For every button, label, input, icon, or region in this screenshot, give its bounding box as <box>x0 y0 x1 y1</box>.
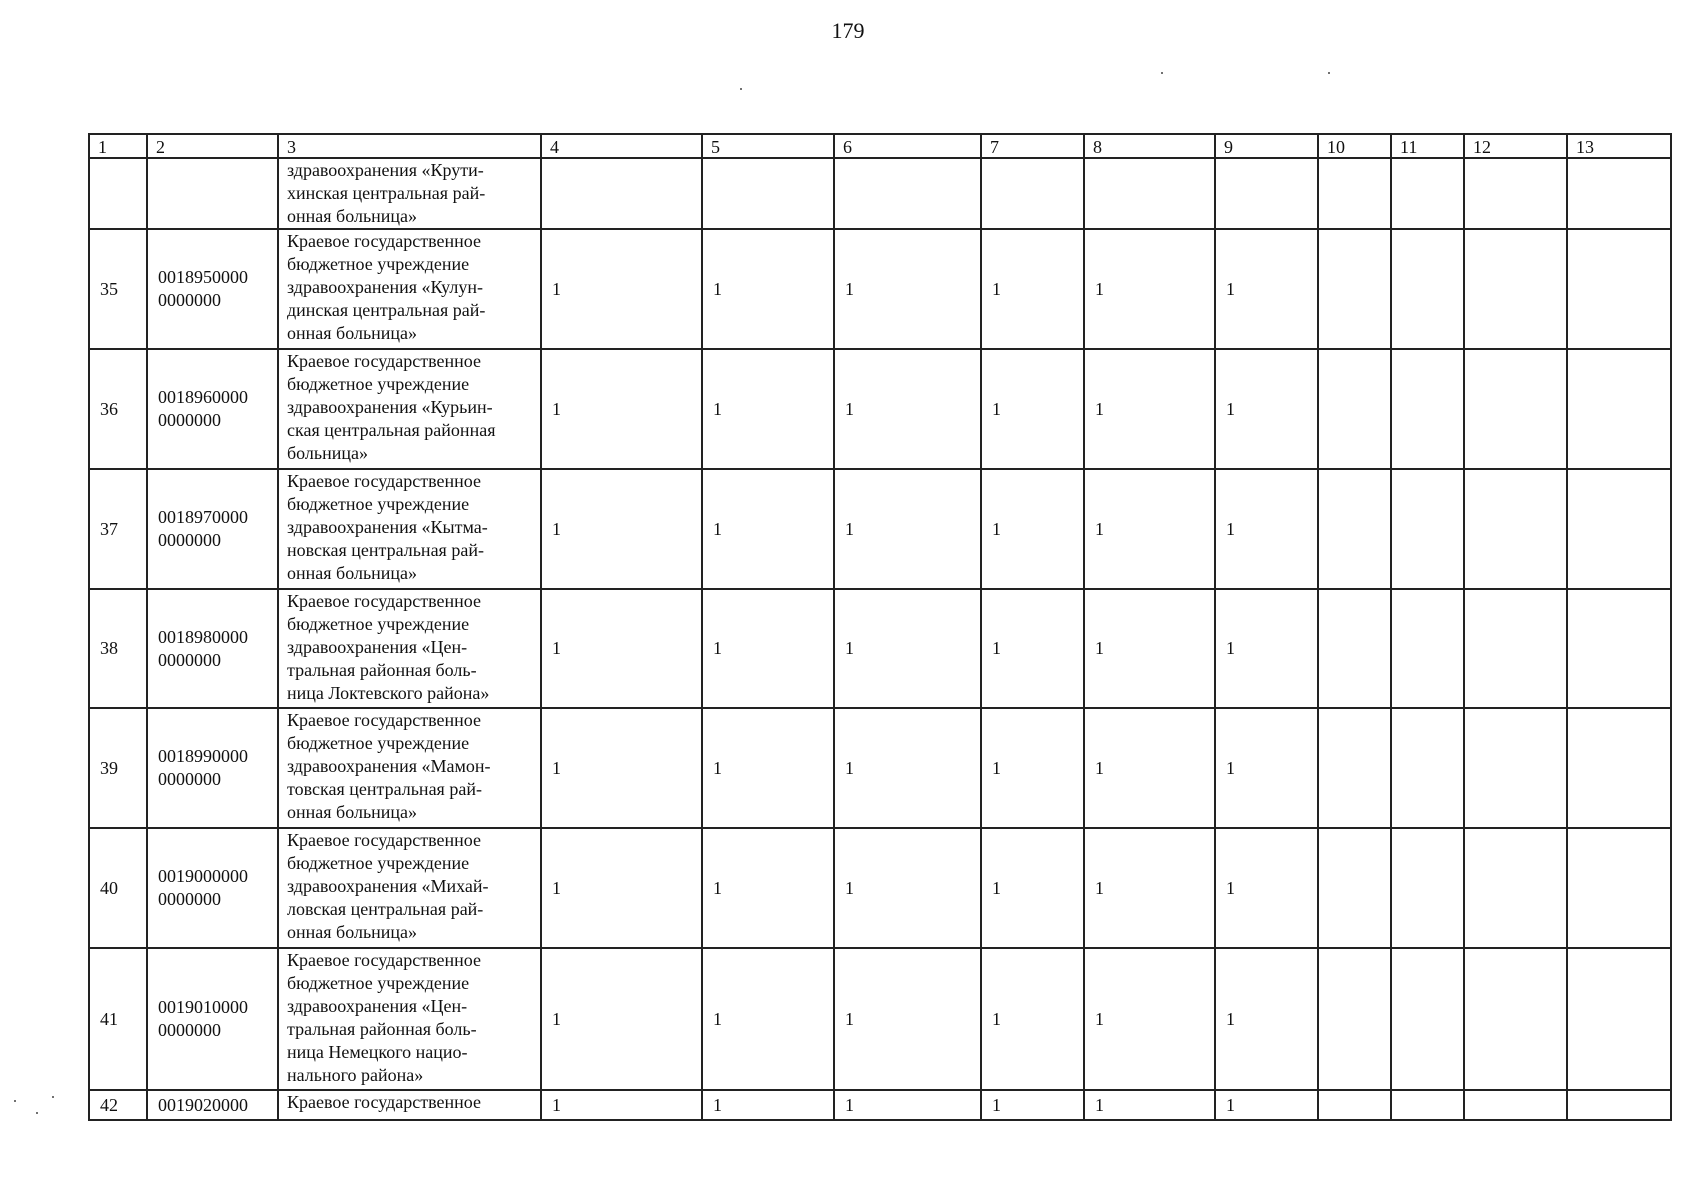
cell-col9 <box>1215 158 1318 229</box>
cell-col9: 1 <box>1215 349 1318 469</box>
cell-col8: 1 <box>1084 469 1215 589</box>
cell-col4: 1 <box>541 1090 702 1120</box>
cell-col4: 1 <box>541 229 702 349</box>
row-number: 38 <box>89 589 147 708</box>
cell-col8: 1 <box>1084 708 1215 828</box>
cell-col9: 1 <box>1215 828 1318 948</box>
row-code: 0018950000 0000000 <box>147 229 278 349</box>
cell-col5: 1 <box>702 948 834 1090</box>
cell-col8: 1 <box>1084 828 1215 948</box>
cell-col10 <box>1318 349 1391 469</box>
cell-col9: 1 <box>1215 469 1318 589</box>
cell-col8: 1 <box>1084 349 1215 469</box>
cell-col5: 1 <box>702 469 834 589</box>
cell-col7: 1 <box>981 828 1084 948</box>
table-row <box>89 948 1671 1090</box>
row-number: 35 <box>89 229 147 349</box>
cell-col11 <box>1391 349 1464 469</box>
table-row <box>89 589 1671 708</box>
cell-col10 <box>1318 708 1391 828</box>
header-cell: 2 <box>147 134 278 158</box>
row-name: Краевое государственное бюджетное учреждение здравоохранения «Цен- тральная районная боль- ница Локтевского района» <box>278 589 541 708</box>
cell-col4: 1 <box>541 948 702 1090</box>
cell-col7: 1 <box>981 708 1084 828</box>
header-cell: 10 <box>1318 134 1391 158</box>
cell-col13 <box>1567 1090 1671 1120</box>
cell-col12 <box>1464 158 1567 229</box>
cell-col5: 1 <box>702 1090 834 1120</box>
cell-col13 <box>1567 828 1671 948</box>
cell-col9: 1 <box>1215 589 1318 708</box>
cell-col11 <box>1391 229 1464 349</box>
cell-col13 <box>1567 158 1671 229</box>
row-number: 41 <box>89 948 147 1090</box>
cell-col5: 1 <box>702 708 834 828</box>
cell-col13 <box>1567 948 1671 1090</box>
cell-col11 <box>1391 158 1464 229</box>
cell-col11 <box>1391 708 1464 828</box>
cell-col5: 1 <box>702 828 834 948</box>
table-row <box>89 158 1671 229</box>
cell-col10 <box>1318 158 1391 229</box>
table-row <box>89 469 1671 589</box>
cell-col10 <box>1318 589 1391 708</box>
cell-col4 <box>541 158 702 229</box>
table-row <box>89 708 1671 828</box>
row-number: 36 <box>89 349 147 469</box>
header-cell: 13 <box>1567 134 1671 158</box>
table-row <box>89 828 1671 948</box>
cell-col11 <box>1391 589 1464 708</box>
scan-speck <box>36 1112 38 1114</box>
cell-col13 <box>1567 589 1671 708</box>
header-cell: 5 <box>702 134 834 158</box>
cell-col8: 1 <box>1084 1090 1215 1120</box>
row-name: здравоохранения «Крути- хинская центральная рай- онная больница» <box>278 158 541 229</box>
scan-speck <box>740 88 742 90</box>
row-number <box>89 158 147 229</box>
table-row <box>89 1090 1671 1120</box>
page-number: 179 <box>831 18 865 43</box>
cell-col5: 1 <box>702 589 834 708</box>
cell-col12 <box>1464 948 1567 1090</box>
row-name: Краевое государственное бюджетное учреждение здравоохранения «Кулун- динская центральная рай- онная больница» <box>278 229 541 349</box>
row-code: 0019010000 0000000 <box>147 948 278 1090</box>
cell-col5: 1 <box>702 349 834 469</box>
cell-col12 <box>1464 469 1567 589</box>
cell-col10 <box>1318 828 1391 948</box>
header-cell: 4 <box>541 134 702 158</box>
row-code: 0019000000 0000000 <box>147 828 278 948</box>
header-cell: 7 <box>981 134 1084 158</box>
header-cell: 3 <box>278 134 541 158</box>
row-name: Краевое государственное бюджетное учреждение здравоохранения «Михай- ловская центральная рай- онная больница» <box>278 828 541 948</box>
cell-col12 <box>1464 349 1567 469</box>
cell-col7: 1 <box>981 948 1084 1090</box>
row-number: 39 <box>89 708 147 828</box>
cell-col4: 1 <box>541 828 702 948</box>
cell-col9: 1 <box>1215 1090 1318 1120</box>
cell-col12 <box>1464 828 1567 948</box>
row-number: 42 <box>89 1090 147 1120</box>
cell-col11 <box>1391 828 1464 948</box>
cell-col10 <box>1318 948 1391 1090</box>
row-code: 0018990000 0000000 <box>147 708 278 828</box>
cell-col6: 1 <box>834 589 981 708</box>
cell-col12 <box>1464 708 1567 828</box>
row-code: 0019020000 <box>147 1090 278 1120</box>
header-cell: 12 <box>1464 134 1567 158</box>
cell-col11 <box>1391 948 1464 1090</box>
cell-col10 <box>1318 1090 1391 1120</box>
scan-speck <box>1161 72 1163 74</box>
row-name: Краевое государственное бюджетное учреждение здравоохранения «Курьин- ская центральная районная больница» <box>278 349 541 469</box>
cell-col5 <box>702 158 834 229</box>
cell-col10 <box>1318 469 1391 589</box>
cell-col6: 1 <box>834 229 981 349</box>
row-code <box>147 158 278 229</box>
row-name: Краевое государственное бюджетное учреждение здравоохранения «Мамон- товская центральная рай- онная больница» <box>278 708 541 828</box>
cell-col7 <box>981 158 1084 229</box>
scan-speck <box>14 1100 16 1102</box>
cell-col10 <box>1318 229 1391 349</box>
cell-col11 <box>1391 469 1464 589</box>
cell-col6: 1 <box>834 1090 981 1120</box>
header-cell: 11 <box>1391 134 1464 158</box>
cell-col4: 1 <box>541 589 702 708</box>
row-name: Краевое государственное бюджетное учреждение здравоохранения «Цен- тральная районная боль- ница Немецкого нацио- нального района» <box>278 948 541 1090</box>
cell-col6: 1 <box>834 708 981 828</box>
header-cell: 8 <box>1084 134 1215 158</box>
cell-col4: 1 <box>541 469 702 589</box>
cell-col6: 1 <box>834 948 981 1090</box>
cell-col8: 1 <box>1084 589 1215 708</box>
table-row <box>89 349 1671 469</box>
header-cell: 6 <box>834 134 981 158</box>
cell-col4: 1 <box>541 708 702 828</box>
scan-speck <box>1328 72 1330 74</box>
cell-col6: 1 <box>834 349 981 469</box>
cell-col6: 1 <box>834 469 981 589</box>
row-code: 0018970000 0000000 <box>147 469 278 589</box>
cell-col13 <box>1567 708 1671 828</box>
cell-col9: 1 <box>1215 229 1318 349</box>
cell-col8: 1 <box>1084 948 1215 1090</box>
cell-col4: 1 <box>541 349 702 469</box>
cell-col6: 1 <box>834 828 981 948</box>
cell-col13 <box>1567 349 1671 469</box>
cell-col13 <box>1567 469 1671 589</box>
header-cell: 9 <box>1215 134 1318 158</box>
row-number: 40 <box>89 828 147 948</box>
cell-col13 <box>1567 229 1671 349</box>
cell-col7: 1 <box>981 469 1084 589</box>
header-cell: 1 <box>89 134 147 158</box>
cell-col6 <box>834 158 981 229</box>
row-number: 37 <box>89 469 147 589</box>
cell-col7: 1 <box>981 589 1084 708</box>
cell-col12 <box>1464 1090 1567 1120</box>
row-name: Краевое государственное <box>278 1090 541 1120</box>
table-header-row <box>89 134 1671 158</box>
cell-col12 <box>1464 229 1567 349</box>
cell-col8: 1 <box>1084 229 1215 349</box>
cell-col8 <box>1084 158 1215 229</box>
cell-col7: 1 <box>981 1090 1084 1120</box>
cell-col7: 1 <box>981 229 1084 349</box>
row-name: Краевое государственное бюджетное учреждение здравоохранения «Кытма- новская центральная рай- онная больница» <box>278 469 541 589</box>
scan-speck <box>52 1096 54 1098</box>
cell-col12 <box>1464 589 1567 708</box>
cell-col7: 1 <box>981 349 1084 469</box>
cell-col11 <box>1391 1090 1464 1120</box>
cell-col9: 1 <box>1215 708 1318 828</box>
row-code: 0018960000 0000000 <box>147 349 278 469</box>
row-code: 0018980000 0000000 <box>147 589 278 708</box>
cell-col9: 1 <box>1215 948 1318 1090</box>
cell-col5: 1 <box>702 229 834 349</box>
table-row <box>89 229 1671 349</box>
registry-table <box>88 133 1672 1121</box>
